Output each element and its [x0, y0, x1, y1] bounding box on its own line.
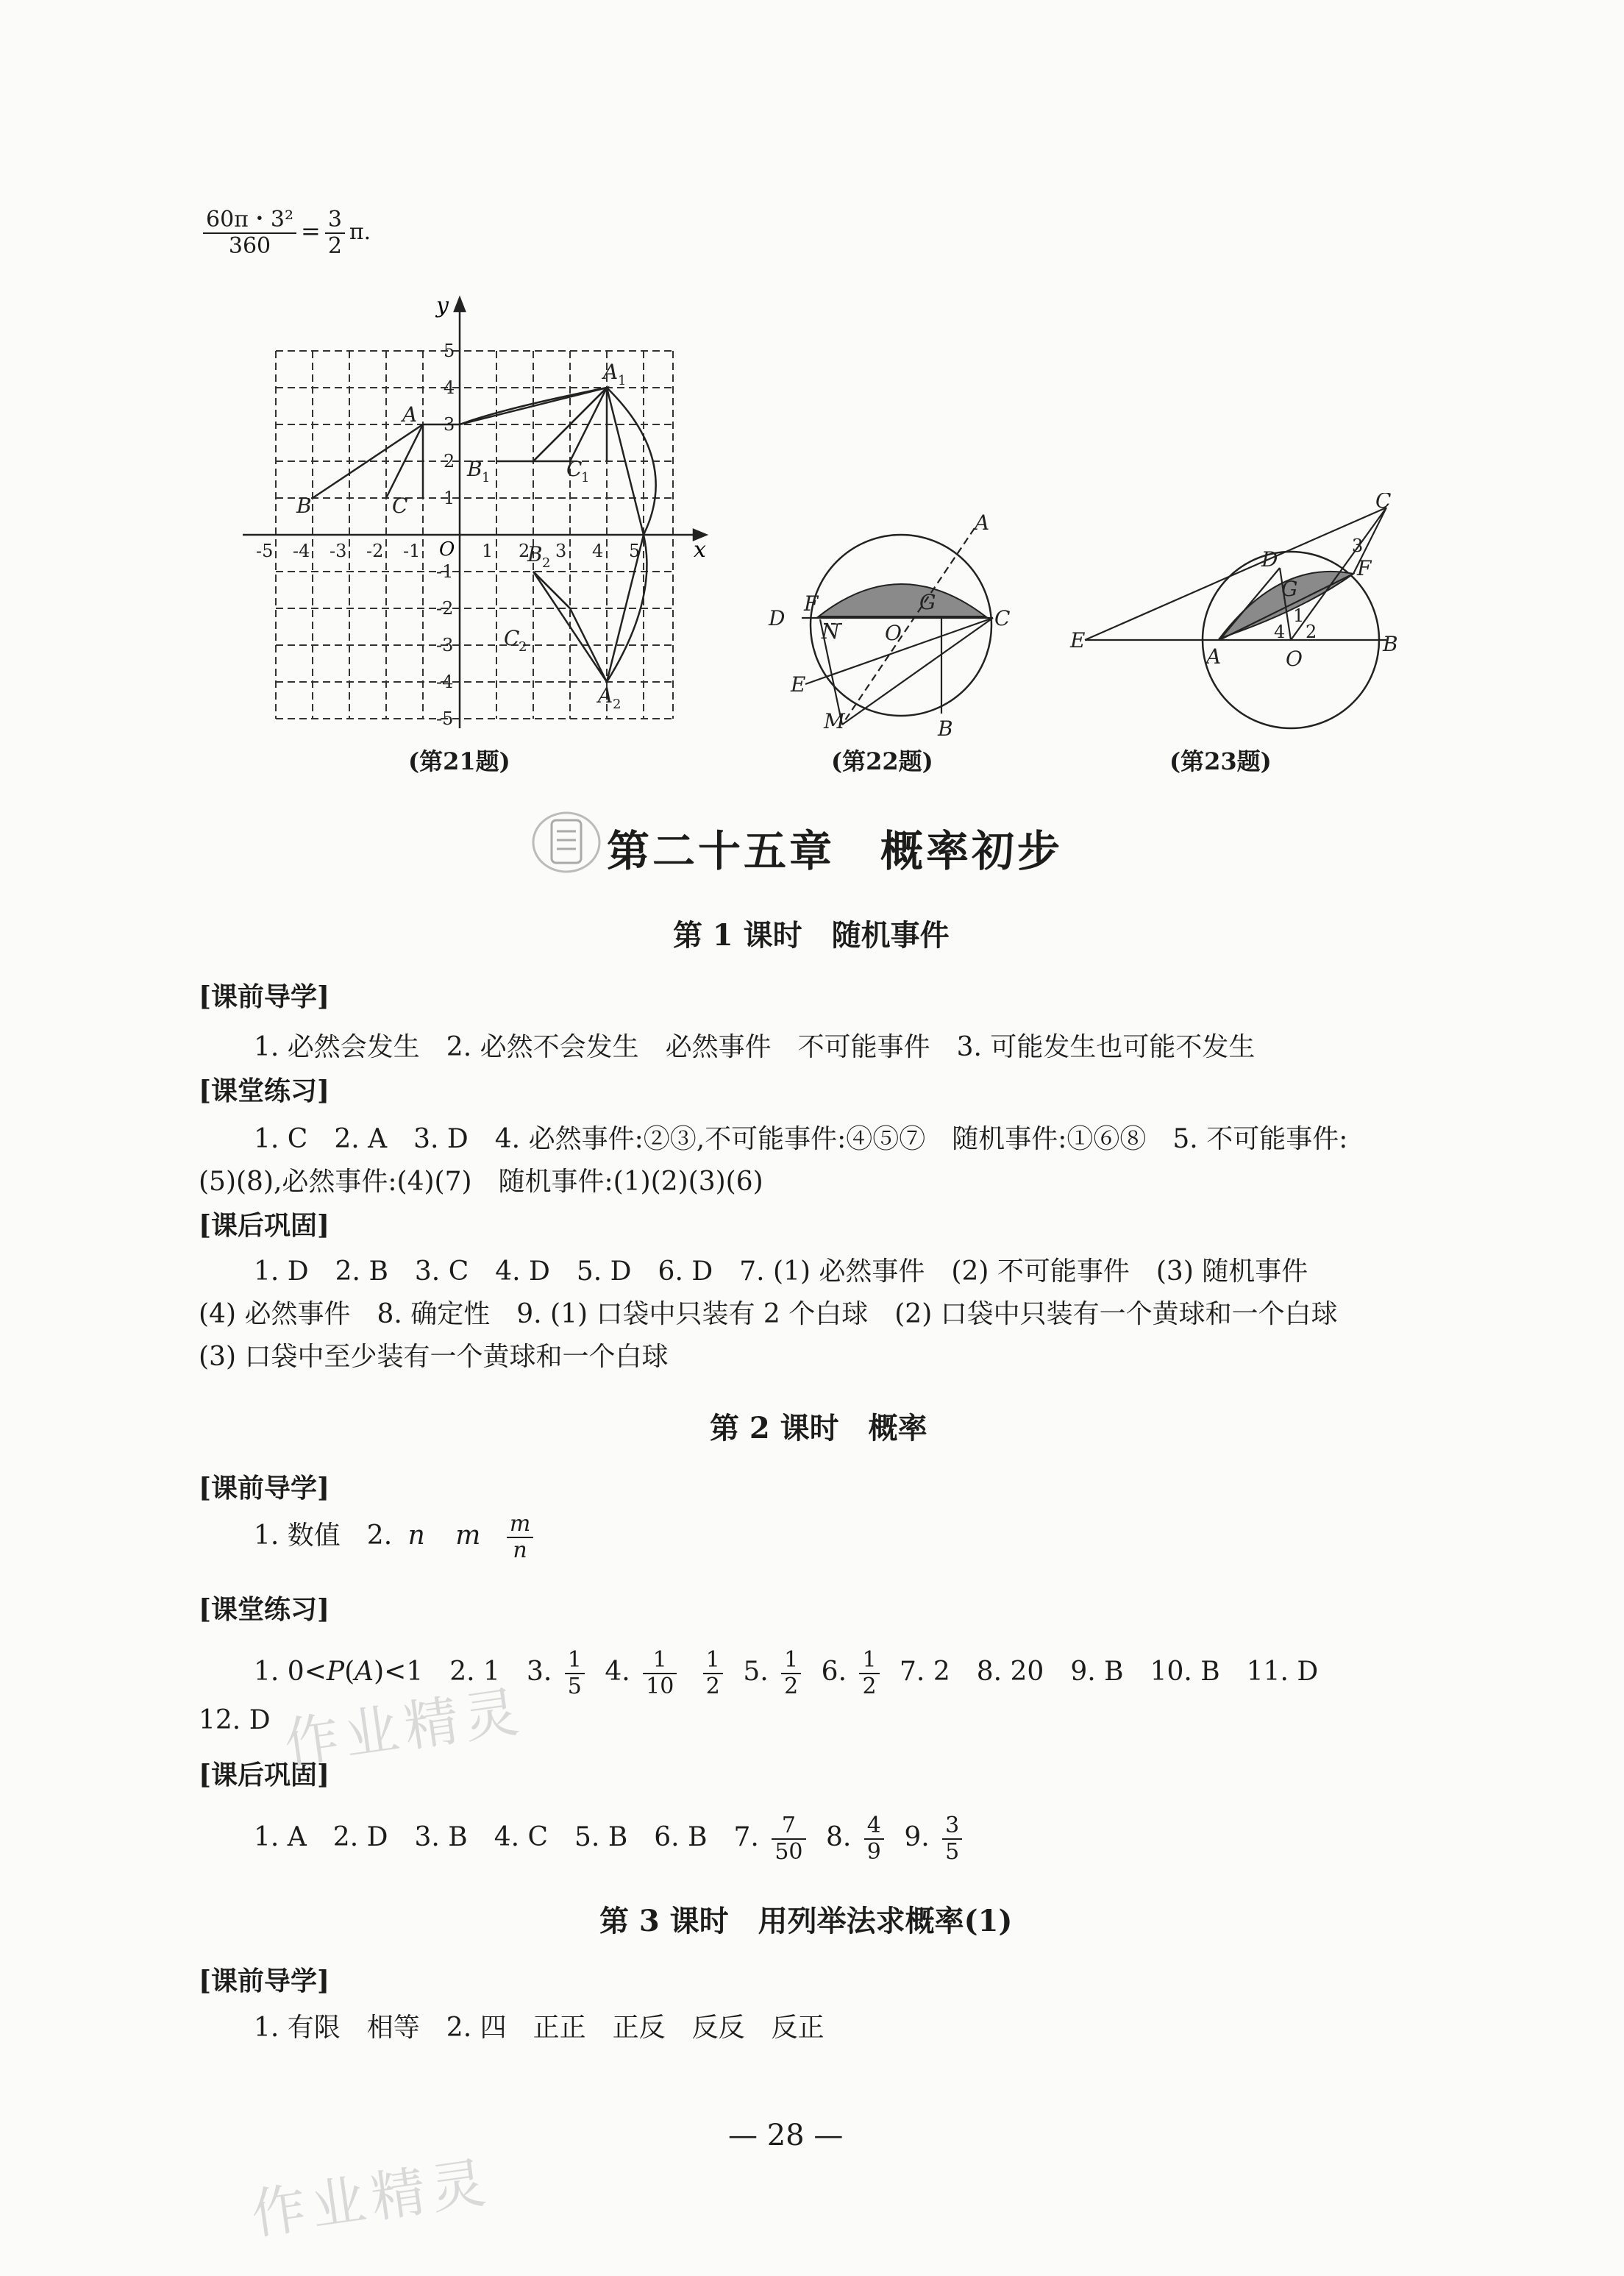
- x-tick: 3: [555, 541, 567, 561]
- label-B: B: [1383, 632, 1398, 656]
- label-F: F: [804, 591, 819, 616]
- watermark: 作业精灵: [280, 1679, 529, 1777]
- watermark: 作业精灵: [247, 2150, 496, 2247]
- point-A1: A: [603, 360, 619, 384]
- caption-22: (第22题): [831, 747, 933, 775]
- y-tick: 1: [444, 488, 455, 508]
- fraction: $\frac{1}{5}$: [565, 1648, 585, 1699]
- figure-23-circle: [1059, 493, 1427, 736]
- label-E: E: [791, 672, 806, 697]
- formula-fraction: $\frac{\text{60π・3²}}{360}$: [203, 207, 296, 259]
- fraction: $\frac{7}{50}$: [772, 1813, 805, 1865]
- formula-result-fraction: $\frac{3}{2}$: [325, 207, 345, 259]
- y-tick: 3: [444, 414, 455, 435]
- page-number: — 28 —: [728, 2119, 844, 2152]
- origin-label: O: [439, 538, 455, 561]
- label-B: B: [938, 716, 953, 741]
- top-formula: $\frac{\text{60π・3²}}{360}$ = $\frac{3}{2}$ π.: [199, 207, 371, 259]
- axis-x-label: x: [694, 537, 706, 563]
- label-O: O: [885, 621, 902, 645]
- x-tick: 2: [519, 541, 530, 561]
- svg-text:4: 4: [1274, 622, 1286, 642]
- svg-text:3: 3: [1352, 536, 1364, 556]
- svg-text:2: 2: [1306, 622, 1317, 642]
- point-C: C: [392, 494, 408, 518]
- label-A: A: [975, 511, 990, 535]
- l2-class-answers-2: 12. D: [199, 1705, 271, 1735]
- fraction: $\frac{3}{5}$: [942, 1813, 962, 1865]
- y-tick: -2: [436, 598, 454, 619]
- axis-y-label: y: [436, 293, 449, 319]
- point-A2: A: [598, 683, 613, 708]
- shaded-segment: [819, 584, 986, 616]
- x-tick: 4: [592, 541, 604, 561]
- label-E: E: [1070, 628, 1086, 652]
- l1-class-heading: [课堂练习]: [199, 1075, 330, 1106]
- point-B2: B: [527, 542, 543, 566]
- point-C1: C: [566, 457, 583, 481]
- label-G: G: [1281, 577, 1298, 601]
- figure-21-grid: [232, 291, 717, 732]
- label-D: D: [1261, 547, 1278, 572]
- fraction: $\frac{1}{10}$: [643, 1648, 677, 1699]
- y-tick: -3: [436, 635, 454, 655]
- svg-text:1: 1: [1293, 605, 1305, 626]
- svg-text:2: 2: [542, 555, 551, 571]
- fraction-m-over-n: $\frac{m}{n}$: [507, 1512, 533, 1563]
- x-tick: -2: [366, 541, 384, 561]
- l2-post-answers: 1. A 2. D 3. B 4. C 5. B 6. B 7. $\frac{7}{50}$ 8. $\frac{4}{9}$ 9. $\frac{3}{5}$: [254, 1813, 966, 1865]
- l1-post-answers-3: (3) 口袋中至少装有一个黄球和一个白球: [199, 1342, 669, 1372]
- l2-class-answers-1: 1. 0<P(A)<1 2. 1 3. $\frac{1}{5}$ 4. $\frac{1}{10}$ $\frac{1}{2}$ 5. $\frac{1}{2}$ 6. $\frac{1}{2}$ 7. 2 8. 20 9. B 10. B 11. D: [254, 1647, 1319, 1699]
- point-B: B: [296, 494, 312, 518]
- l3-pre-heading: [课前导学]: [199, 1966, 330, 1996]
- l3-pre-answers: 1. 有限 相等 2. 四 正正 正反 反反 反正: [254, 2013, 825, 2043]
- figure-22-labels: [768, 511, 1010, 741]
- label-C: C: [1375, 493, 1392, 513]
- fraction: $\frac{1}{2}$: [703, 1648, 723, 1699]
- svg-text:1: 1: [581, 470, 590, 486]
- label-O: O: [1286, 647, 1303, 671]
- label-N: N: [822, 619, 840, 644]
- label-M: M: [824, 709, 845, 733]
- l1-post-answers-2: (4) 必然事件 8. 确定性 9. (1) 口袋中只装有 2 个白球 (2) 口袋中只装有一个黄球和一个白球: [199, 1299, 1338, 1329]
- y-tick: -5: [436, 708, 454, 729]
- stamp-logo: [526, 802, 607, 883]
- caption-21: (第21题): [408, 747, 510, 775]
- point-labels: [296, 360, 626, 712]
- l1-pre-answers: 1. 必然会发生 2. 必然不会发生 必然事件 不可能事件 3. 可能发生也可能不发生: [254, 1032, 1256, 1062]
- l2-post-heading: [课后巩固]: [199, 1760, 330, 1790]
- svg-text:1: 1: [618, 373, 627, 388]
- lesson-3-title: 第 3 课时 用列举法求概率(1): [599, 1904, 1013, 1938]
- figure-22-circle: [754, 508, 1019, 743]
- l2-pre-answers: 1. 数值 2. n m $\frac{m}{n}$: [254, 1512, 538, 1563]
- x-tick: -3: [330, 541, 347, 561]
- label-C: C: [994, 606, 1011, 630]
- x-tick: -4: [293, 541, 310, 561]
- y-tick: 5: [444, 341, 455, 361]
- l1-post-answers-1: 1. D 2. B 3. C 4. D 5. D 6. D 7. (1) 必然事件 (2) 不可能事件 (3) 随机事件: [254, 1256, 1308, 1287]
- l1-class-answers-1: 1. C 2. A 3. D 4. 必然事件:②③,不可能事件:④⑤⑦ 随机事件:①⑥⑧ 5. 不可能事件:: [254, 1124, 1348, 1154]
- x-tick: 1: [482, 541, 494, 561]
- y-tick: -1: [436, 561, 454, 582]
- figure-23-labels: [1069, 493, 1398, 671]
- chapter-title: 第二十五章 概率初步: [607, 826, 1064, 876]
- x-tick: -5: [256, 541, 274, 561]
- label-A: A: [1206, 644, 1222, 669]
- label-G: G: [919, 590, 936, 614]
- point-B1: B: [467, 457, 482, 481]
- l1-post-heading: [课后巩固]: [199, 1210, 330, 1241]
- x-tick: -1: [403, 541, 421, 561]
- label-F: F: [1357, 556, 1372, 580]
- point-A: A: [402, 402, 418, 427]
- l1-pre-heading: [课前导学]: [199, 981, 330, 1012]
- fraction: $\frac{4}{9}$: [864, 1813, 884, 1865]
- lesson-1-title: 第 1 课时 随机事件: [673, 918, 950, 953]
- label-D: D: [769, 606, 786, 630]
- point-C2: C: [504, 626, 520, 650]
- y-tick: 4: [444, 377, 455, 398]
- l2-pre-heading: [课前导学]: [199, 1473, 330, 1504]
- y-tick: 2: [444, 451, 455, 472]
- svg-text:2: 2: [519, 639, 527, 655]
- y-tick: -4: [436, 672, 454, 692]
- l2-class-heading: [课堂练习]: [199, 1594, 330, 1625]
- svg-text:2: 2: [613, 697, 622, 712]
- x-tick: 5: [629, 541, 641, 561]
- lesson-2-title: 第 2 课时 概率: [710, 1411, 927, 1445]
- fraction: $\frac{1}{2}$: [859, 1648, 879, 1699]
- l1-class-answers-2: (5)(8),必然事件:(4)(7) 随机事件:(1)(2)(3)(6): [199, 1167, 763, 1197]
- caption-23: (第23题): [1169, 747, 1272, 775]
- svg-text:1: 1: [482, 470, 491, 486]
- fraction: $\frac{1}{2}$: [781, 1648, 801, 1699]
